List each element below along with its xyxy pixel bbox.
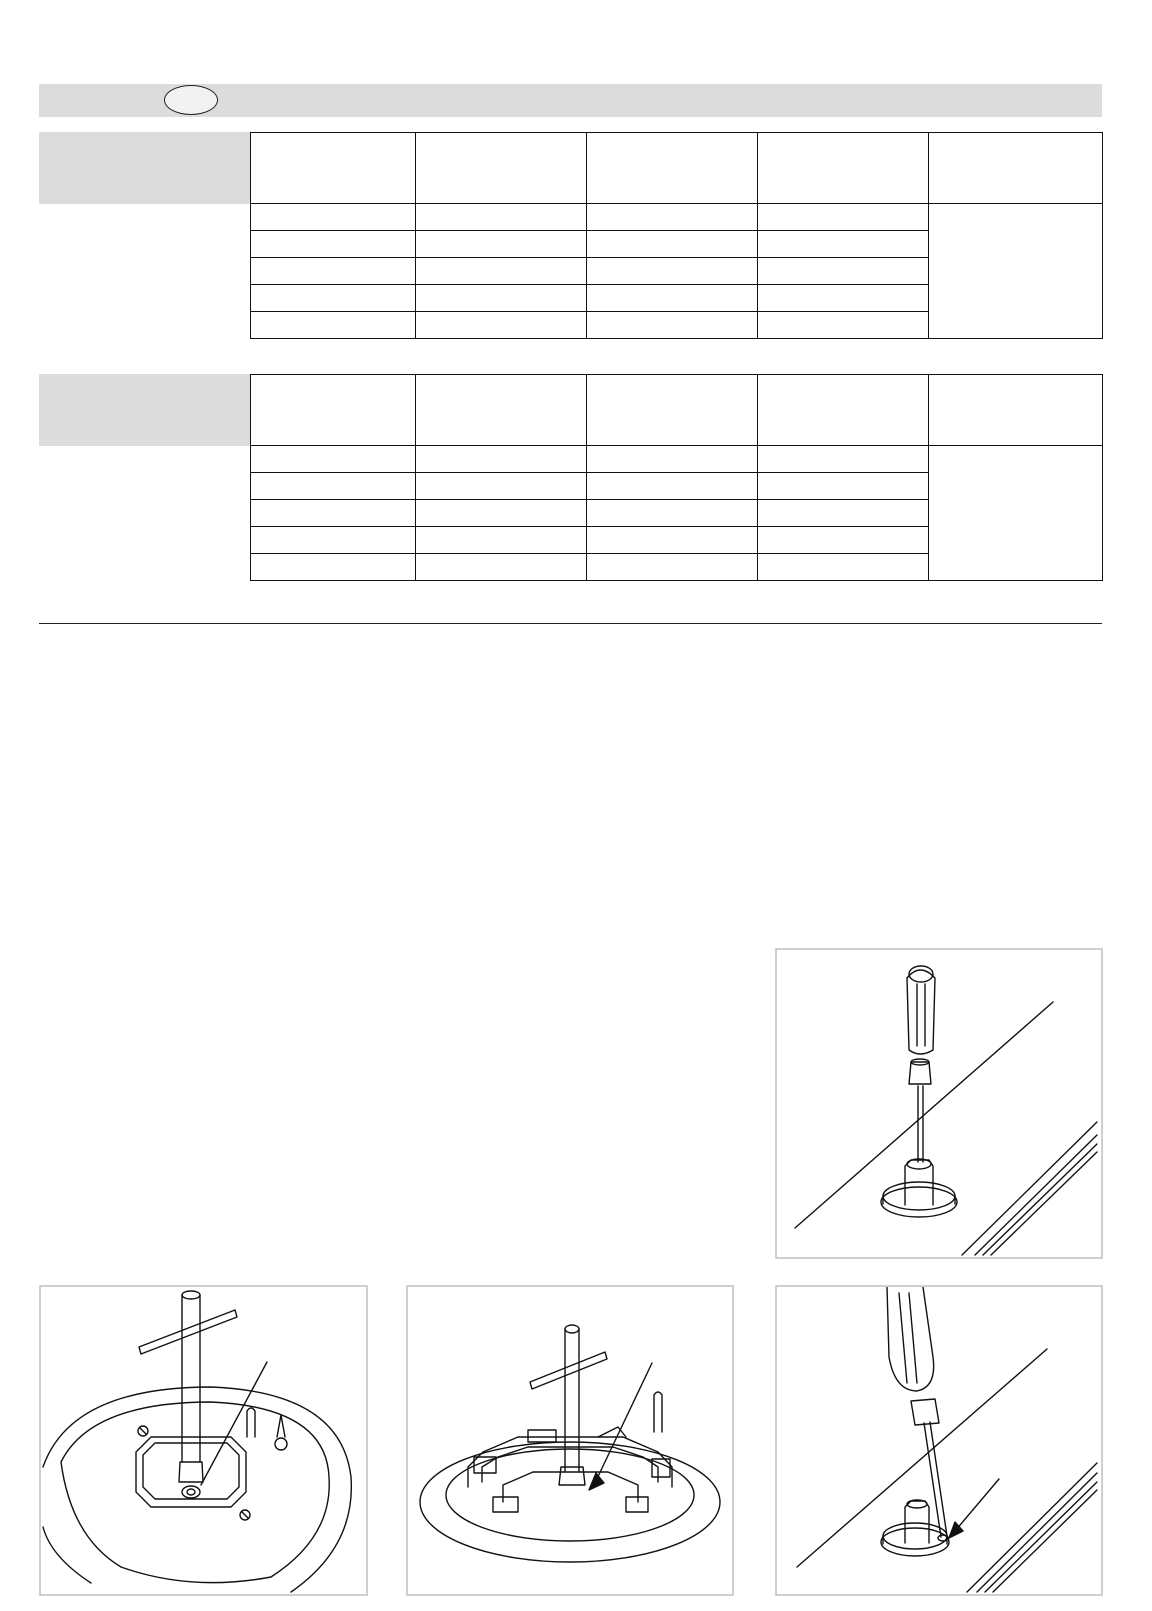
table-row: [251, 204, 1103, 231]
table-cell: [758, 527, 929, 554]
column-header: [416, 375, 587, 446]
table-cell: [251, 446, 416, 473]
country-badge: [164, 85, 218, 115]
column-header: [758, 375, 929, 446]
table-cell: [758, 554, 929, 581]
table-cell: [758, 285, 929, 312]
table-cell: [416, 500, 587, 527]
table-cell: [416, 258, 587, 285]
table-cell: [587, 527, 758, 554]
column-header: [416, 133, 587, 204]
table-cell: [587, 500, 758, 527]
table-cell: [416, 473, 587, 500]
table-cell: [416, 527, 587, 554]
table-cell: [251, 258, 416, 285]
column-header: [587, 375, 758, 446]
table-cell: [758, 258, 929, 285]
table-cell: [251, 500, 416, 527]
table-1-side-label-text: [39, 132, 251, 148]
table-header-row: [251, 133, 1103, 204]
wrench-burner-illustration: [41, 1287, 366, 1594]
screwdriver-bypass-illustration: [777, 1287, 1101, 1594]
table-2-side-label: [39, 374, 251, 446]
figure-screwdriver-bypass: [775, 1285, 1103, 1596]
table-cell: [416, 285, 587, 312]
wrench-wok-burner-illustration: [408, 1287, 732, 1594]
table-cell: [251, 204, 416, 231]
table-cell: [587, 231, 758, 258]
table-cell: [587, 554, 758, 581]
table-cell: [587, 204, 758, 231]
table-cell: [758, 473, 929, 500]
table-cell: [416, 554, 587, 581]
table-header-row: [251, 375, 1103, 446]
table-cell: [251, 285, 416, 312]
table-cell: [416, 231, 587, 258]
figure-screwdriver-tap: [775, 948, 1103, 1259]
column-header: [929, 375, 1103, 446]
table-cell: [251, 554, 416, 581]
section-header-bar: [39, 84, 1102, 117]
table-cell: [416, 312, 587, 339]
table-cell: [587, 312, 758, 339]
table-cell: [251, 231, 416, 258]
column-header: [758, 133, 929, 204]
figure-wrench-wok-burner: [406, 1285, 734, 1596]
table-cell: [758, 446, 929, 473]
merged-cell: [929, 204, 1103, 339]
table-cell: [416, 204, 587, 231]
table-1-side-label: [39, 132, 251, 204]
column-header: [251, 133, 416, 204]
spec-table-1: [250, 132, 1103, 339]
table-cell: [251, 473, 416, 500]
table-cell: [587, 258, 758, 285]
merged-cell: [929, 446, 1103, 581]
figure-wrench-burner: [39, 1285, 368, 1596]
section-divider: [39, 623, 1102, 624]
table-cell: [251, 527, 416, 554]
table-cell: [758, 312, 929, 339]
table-cell: [587, 473, 758, 500]
table-cell: [251, 312, 416, 339]
screwdriver-tap-illustration: [777, 950, 1101, 1257]
table-2-side-label-text: [39, 374, 251, 390]
column-header: [251, 375, 416, 446]
table-cell: [587, 446, 758, 473]
table-row: [251, 446, 1103, 473]
table-cell: [416, 446, 587, 473]
table-cell: [587, 285, 758, 312]
column-header: [587, 133, 758, 204]
table-cell: [758, 231, 929, 258]
table-cell: [758, 500, 929, 527]
spec-table-2: [250, 374, 1103, 581]
column-header: [929, 133, 1103, 204]
table-cell: [758, 204, 929, 231]
